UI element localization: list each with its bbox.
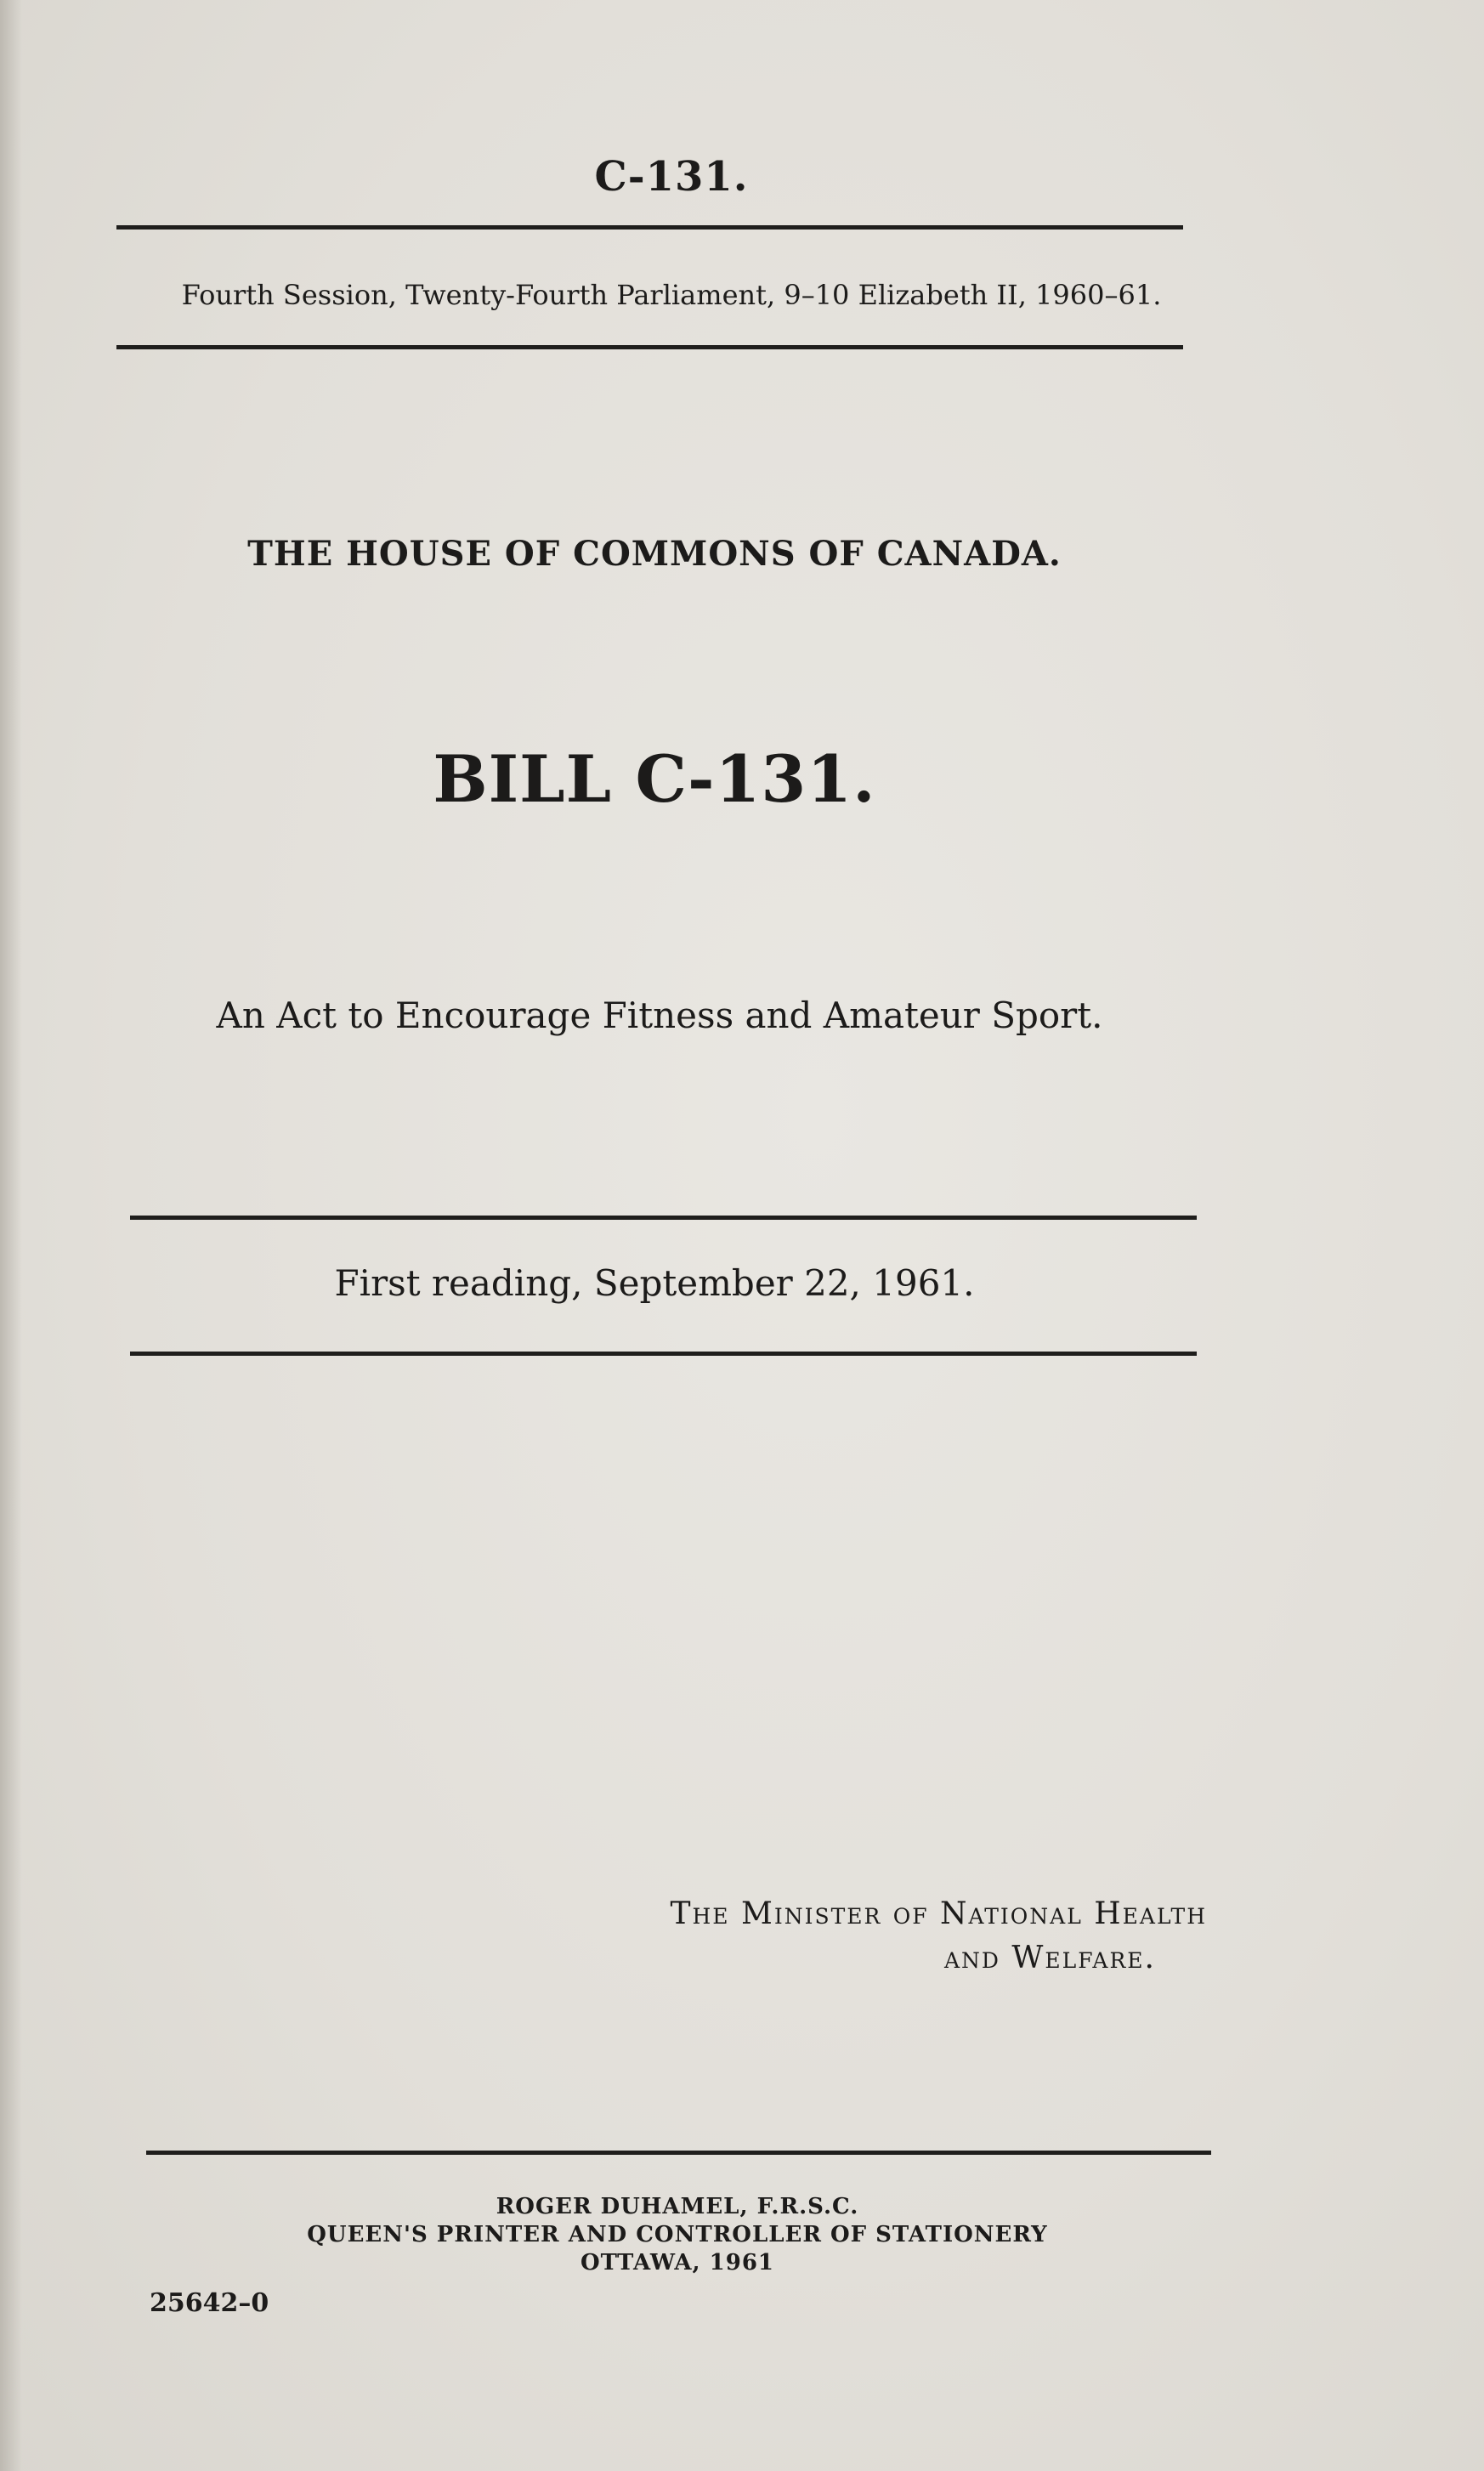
session-rule bbox=[116, 345, 1183, 349]
page-edge-shadow bbox=[0, 0, 22, 2471]
printer-name: ROGER DUHAMEL, F.R.S.C. bbox=[496, 2194, 859, 2219]
first-reading-line: First reading, September 22, 1961. bbox=[334, 1262, 975, 1304]
printer-imprint bbox=[0, 2193, 1355, 2277]
minister-line-1: The Minister of National Health bbox=[670, 1896, 1207, 1931]
reading-bottom-rule bbox=[130, 1352, 1197, 1356]
minister-signature-block bbox=[670, 1892, 1207, 1981]
bill-title: BILL C-131. bbox=[433, 741, 876, 817]
reading-top-rule bbox=[130, 1216, 1197, 1220]
act-title: An Act to Encourage Fitness and Amateur Sport. bbox=[216, 995, 1103, 1036]
bill-number-heading: C-131. bbox=[594, 153, 749, 201]
house-of-commons-heading: THE HOUSE OF COMMONS OF CANADA. bbox=[247, 534, 1062, 574]
top-rule bbox=[116, 225, 1183, 230]
session-line: Fourth Session, Twenty-Fourth Parliament, 9–10 Elizabeth II, 1960–61. bbox=[181, 279, 1162, 311]
printer-city: OTTAWA, 1961 bbox=[580, 2250, 775, 2275]
document-code: 25642–0 bbox=[150, 2288, 269, 2318]
minister-line-2: and Welfare. bbox=[943, 1941, 1156, 1975]
printer-title: QUEEN'S PRINTER AND CONTROLLER OF STATIONERY bbox=[307, 2222, 1048, 2247]
footer-rule bbox=[146, 2151, 1211, 2155]
